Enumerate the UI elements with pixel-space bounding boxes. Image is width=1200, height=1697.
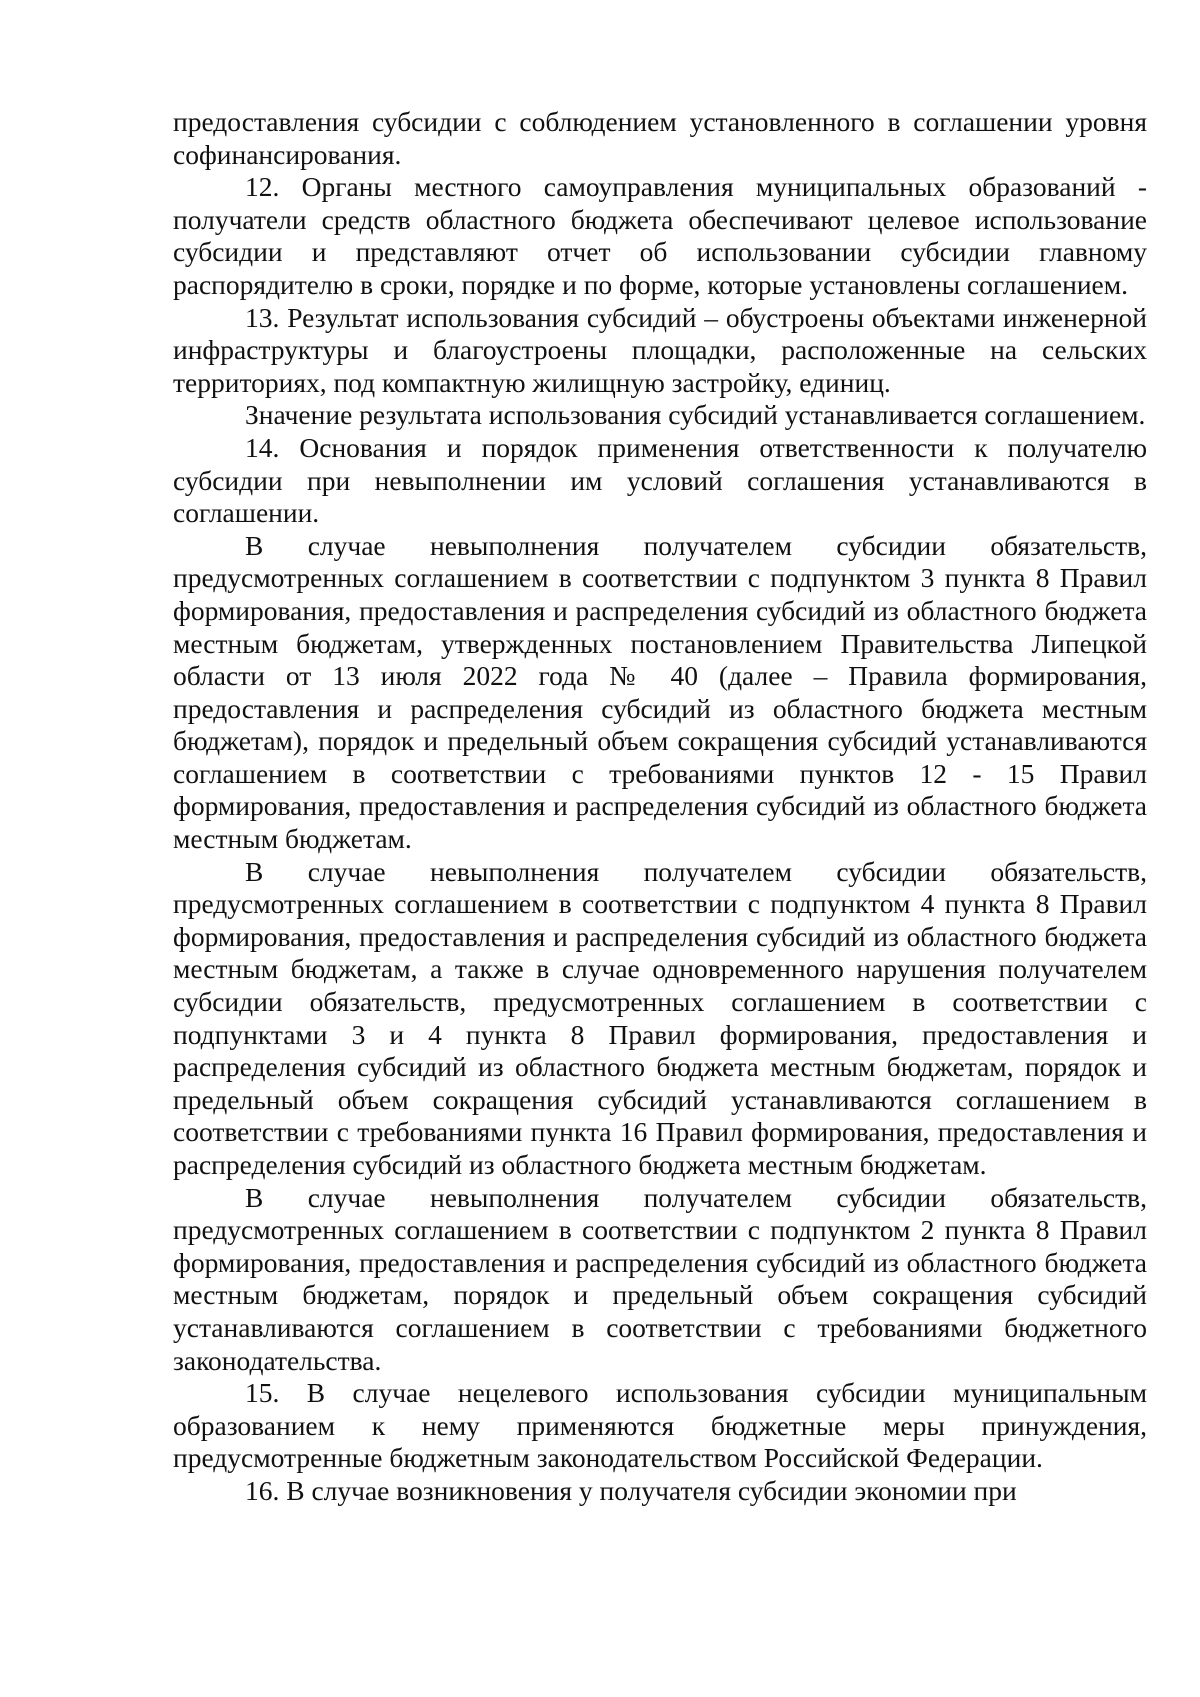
paragraph-item-14: 14. Основания и порядок применения ответственности к получателю субсидии при невыполнении им условий соглашения устанавливаются в соглашении.: [173, 431, 1147, 529]
paragraph-item-13: 13. Результат использования субсидий – обустроены объектами инженерной инфраструктуры и благоустроены площадки, расположенные на сельских территориях, под компактную жилищную застройку, единиц.: [173, 301, 1147, 398]
paragraph-result-value: Значение результата использования субсидий устанавливается соглашением.: [245, 399, 1146, 431]
paragraph-item-12: 12. Органы местного самоуправления муниципальных образований - получатели средств областного бюджета обеспечивают целевое использование субсидии и представляют отчет об использовании субсидии главному распорядителю в сроки, порядке и по форме, которые установлены соглашением.: [173, 171, 1147, 300]
paragraph-case-subpoint-4: В случае невыполнения получателем субсидии обязательств, предусмотренных соглашением в соответствии с подпунктом 4 пункта 8 Правил формирования, предоставления и распределения субсидий из областного бюджета местным бюджетам, а также в случае одновременного нарушения получателем субсидии обязательств, предусмотренных соглашением в соответствии с подпунктами 3 и 4 пункта 8 Правил формирования, предоставления и распределения субсидий из областного бюджета местным бюджетам, порядок и предельный объем сокращения субсидий устанавливаются соглашением в соответствии с требованиями пункта 16 Правил формирования, предоставления и распределения субсидий из областного бюджета местным бюджетам.: [173, 855, 1147, 1180]
paragraph-item-15: 15. В случае нецелевого использования субсидии муниципальным образованием к нему применяются бюджетные меры принуждения, предусмотренные бюджетным законодательством Российской Федерации.: [173, 1377, 1147, 1474]
paragraph-case-subpoint-2: В случае невыполнения получателем субсидии обязательств, предусмотренных соглашением в соответствии с подпунктом 2 пункта 8 Правил формирования, предоставления и распределения субсидий из областного бюджета местным бюджетам, порядок и предельный объем сокращения субсидий устанавливаются соглашением в соответствии с требованиями бюджетного законодательства.: [173, 1181, 1147, 1376]
paragraph-continuation: предоставления субсидии с соблюдением установленного в соглашении уровня софинансирования.: [173, 106, 1147, 170]
document-body: [173, 106, 1147, 1508]
paragraph-item-16: 16. В случае возникновения у получателя субсидии экономии при: [245, 1474, 1017, 1506]
paragraph-case-subpoint-3: В случае невыполнения получателем субсидии обязательств, предусмотренных соглашением в соответствии с подпунктом 3 пункта 8 Правил формирования, предоставления и распределения субсидий из областного бюджета местным бюджетам, утвержденных постановлением Правительства Липецкой области от 13 июля 2022 года № 40 (далее – Правила формирования, предоставления и распределения субсидий из областного бюджета местным бюджетам), порядок и предельный объем сокращения субсидий устанавливаются соглашением в соответствии с требованиями пунктов 12 - 15 Правил формирования, предоставления и распределения субсидий из областного бюджета местным бюджетам.: [173, 529, 1147, 855]
